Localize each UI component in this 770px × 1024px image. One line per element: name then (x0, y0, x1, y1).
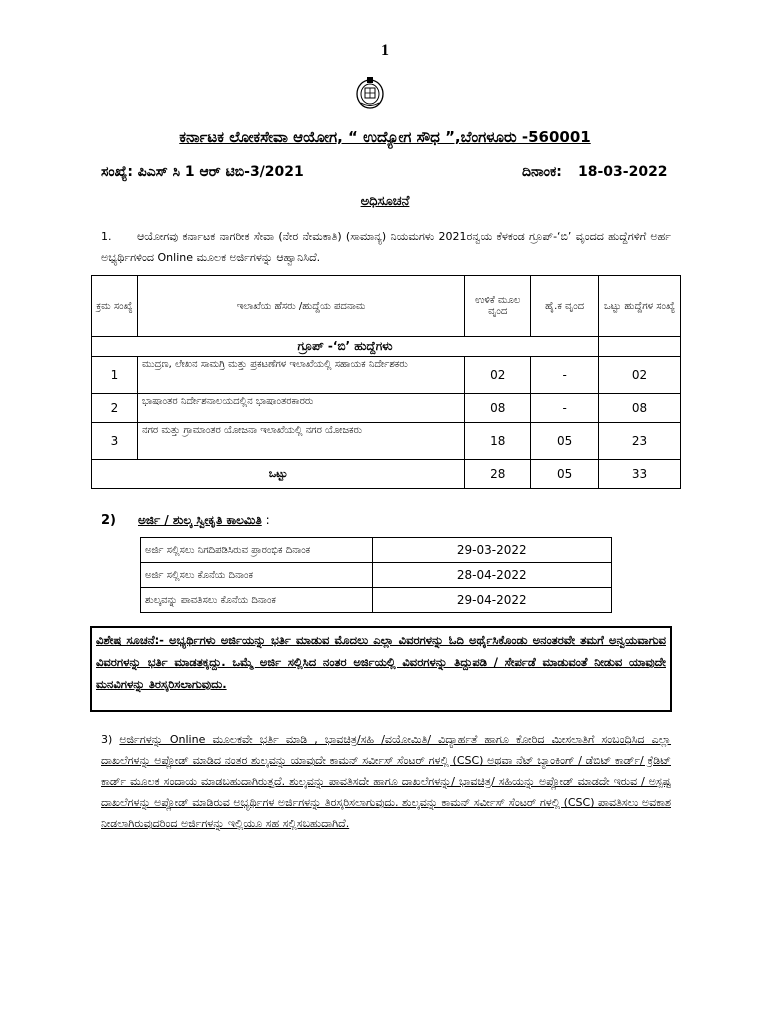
date-row-value: 28-04-2022 (372, 563, 611, 588)
paragraph-3-text: ಅರ್ಜಿಗಳನ್ನು Online ಮೂಲಕವೇ ಭರ್ತಿ ಮಾಡಿ , ಭಾವಚಿತ್ರ/ಸಹಿ /ವಯೋಮಿತಿ/ ವಿದ್ಯಾರ್ಹತೆ ಹಾಗೂ ಕೋರಿದ ಮೀಸಲಾತಿಗೆ ಸಂಬಂಧಿಸಿದ ಎಲ್ಲಾ ದಾಖಲೆಗಳನ್ನು ಅಪ್ಲೋಡ್ ಮಾಡಿದ ನಂತರ ಶುಲ್ಕವನ್ನು ಯಾವುದೇ ಕಾಮನ್ ಸರ್ವೀಸ್ ಸೆಂಟರ್ ಗಳಲ್ಲಿ (CSC) ಅಥವಾ ನೆಟ್ ಬ್ಯಾಂಕಿಂಗ್ / ಡೆಬಿಟ್ ಕಾರ್ಡ್/ ಕ್ರೆಡಿಟ್ ಕಾರ್ಡ್ ಮೂಲಕ ಸಂದಾಯ ಮಾಡಬಹುದಾಗಿರುತ್ತದೆ. ಶುಲ್ಕವನ್ನು ಪಾವತಿಸದೇ ಹಾಗೂ ದಾಖಲೆಗಳನ್ನು/ ಭಾವಚಿತ್ರ/ ಸಹಿಯನ್ನು ಅಪ್ಲೋಡ್ ಮಾಡದೇ ಇರುವ / ಅಸ್ಪಷ್ಟ ದಾಖಲೆಗಳನ್ನು ಅಪ್ಲೋಡ್ ಮಾಡಿರುವ ಅಭ್ಯರ್ಥಿಗಳ ಅರ್ಜಿಗಳನ್ನು ತಿರಸ್ಕರಿಸಲಾಗುವುದು. ಶುಲ್ಕವನ್ನು ಕಾಮನ್ ಸರ್ವೀಸ್ ಸೆಂಟರ್ ಗಳಲ್ಲಿ (CSC) ಪಾವತಿಸಲು ಅವಕಾಶ ನೀಡಲಾಗಿರುವುದರಿಂದ ಅರ್ಜಿಗಳನ್ನು ಇಲ್ಲಿಯೂ ಸಹ ಸಲ್ಲಿಸಬಹುದಾಗಿದೆ. (101, 733, 672, 830)
paragraph-1-text: ಆಯೋಗವು ಕರ್ನಾಟಕ ನಾಗರೀಕ ಸೇವಾ (ನೇರ ನೇಮಕಾತಿ) (ಸಾಮಾನ್ಯ) ನಿಯಮಗಳು 2021ರನ್ವಯ ಕೆಳಕಂಡ ಗ್ರೂಪ್-‘ಬಿ’ ವೃಂದದ ಹುದ್ದೆಗಳಿಗೆ ಅರ್ಹ ಅಭ್ಯರ್ಥಿಗಳಿಂದ Online ಮೂಲಕ ಅರ್ಜಿಗಳನ್ನು ಆಹ್ವಾನಿಸಿದೆ. (101, 230, 671, 264)
date-row (141, 563, 612, 588)
table-row (92, 423, 681, 460)
row-post-name: ಭಾಷಾಂತರ ನಿರ್ದೇಶನಾಲಯದಲ್ಲಿನ ಭಾಷಾಂತರಕಾರರು (137, 394, 464, 423)
date-row-value: 29-03-2022 (372, 538, 611, 563)
emblem-icon (355, 76, 385, 110)
row-sl: 1 (92, 357, 138, 394)
totals-rpc: 28 (465, 460, 531, 489)
header-rpc: ಉಳಿಕೆ ಮೂಲ ವೃಂದ (465, 276, 531, 337)
dates-table (140, 537, 612, 613)
date-row-value: 29-04-2022 (372, 588, 611, 613)
row-sl: 3 (92, 423, 138, 460)
row-total: 02 (599, 357, 681, 394)
row-post-name: ಮುದ್ರಣ, ಲೇಖನ ಸಾಮಗ್ರಿ ಮತ್ತು ಪ್ರಕಟಣೆಗಳ ಇಲಾಖೆಯಲ್ಲಿ ಸಹಾಯಕ ನಿರ್ದೇಶಕರು (137, 357, 464, 394)
row-post-name: ನಗರ ಮತ್ತು ಗ್ರಾಮಾಂತರ ಯೋಜನಾ ಇಲಾಖೆಯಲ್ಲಿ ನಗರ ಯೋಜಕರು (137, 423, 464, 460)
table-row (92, 357, 681, 394)
page-number: 1 (381, 42, 389, 59)
group-label: ಗ್ರೂಪ್ -‘ಬಿ’ ಹುದ್ದೆಗಳು (92, 337, 599, 357)
row-rpc: 02 (465, 357, 531, 394)
row-total: 23 (599, 423, 681, 460)
totals-row (92, 460, 681, 489)
paragraph-3-number: 3) (101, 733, 113, 746)
header-total: ಒಟ್ಟು ಹುದ್ದೆಗಳ ಸಂಖ್ಯೆ (599, 276, 681, 337)
row-rpc: 18 (465, 423, 531, 460)
header-hk: ಹೈ.ಕ ವೃಂದ (531, 276, 599, 337)
special-notice-text: ವಿಶೇಷ ಸೂಚನೆ:- ಅಭ್ಯರ್ಥಿಗಳು ಅರ್ಜಿಯನ್ನು ಭರ್ತಿ ಮಾಡುವ ಮೊದಲು ಎಲ್ಲಾ ವಿವರಗಳನ್ನು ಓದಿ ಅರ್ಥೈಸಿಕೊಂಡು ಅನಂತರವೇ ತಮಗೆ ಅನ್ವಯವಾಗುವ ವಿವರಗಳನ್ನು ಭರ್ತಿ ಮಾಡತಕ್ಕದ್ದು. ಒಮ್ಮೆ ಅರ್ಜಿ ಸಲ್ಲಿಸಿದ ನಂತರ ಅರ್ಜಿಯಲ್ಲಿ ವಿವರಗಳನ್ನು ತಿದ್ದುಪಡಿ / ಸೇರ್ಪಡೆ ಮಾಡುವಂತೆ ನೀಡುವ ಯಾವುದೇ ಮನವಿಗಳನ್ನು ತಿರಸ್ಕರಿಸಲಾಗುವುದು. (96, 633, 666, 691)
notification-title: ಅಧಿಸೂಚನೆ (360, 194, 410, 209)
row-hk: - (531, 357, 599, 394)
date-row-label: ಅರ್ಜಿ ಸಲ್ಲಿಸಲು ಕೊನೆಯ ದಿನಾಂಕ (141, 563, 373, 588)
paragraph-1-number: 1. (101, 230, 112, 243)
table-row (92, 394, 681, 423)
row-hk: 05 (531, 423, 599, 460)
date-row-label: ಶುಲ್ಕವನ್ನು ಪಾವತಿಸಲು ಕೊನೆಯ ದಿನಾಂಕ (141, 588, 373, 613)
section-2-suffix: : (265, 513, 270, 527)
special-notice-box (90, 626, 672, 712)
header-sl: ಕ್ರಮ ಸಂಖ್ಯೆ (92, 276, 138, 337)
totals-total: 33 (599, 460, 681, 489)
totals-hk: 05 (531, 460, 599, 489)
group-row (92, 337, 681, 357)
paragraph-1 (101, 226, 671, 268)
section-2-title: ಅರ್ಜಿ / ಶುಲ್ಕ ಸ್ವೀಕೃತಿ ಕಾಲಮಿತಿ (138, 513, 262, 527)
section-2-heading (101, 513, 270, 528)
group-empty-cell (599, 337, 681, 357)
header-post-name: ಇಲಾಖೆಯ ಹೆಸರು /ಹುದ್ದೆಯ ಪದನಾಮ (137, 276, 464, 337)
date-row (141, 588, 612, 613)
reference-number: ಸಂಖ್ಯೆ: ಪಿಎಸ್ ಸಿ 1 ಆರ್ ಟಿಬಿ-3/2021 (101, 164, 304, 180)
table-header-row (92, 276, 681, 337)
date-row-label: ಅರ್ಜಿ ಸಲ್ಲಿಸಲು ನಿಗದಿಪಡಿಸಿರುವ ಪ್ರಾರಂಭಿಕ ದಿನಾಂಕ (141, 538, 373, 563)
date-row (141, 538, 612, 563)
row-sl: 2 (92, 394, 138, 423)
totals-label: ಒಟ್ಟು (92, 460, 465, 489)
organization-heading: ಕರ್ನಾಟಕ ಲೋಕಸೇವಾ ಆಯೋಗ, “ ಉದ್ಯೋಗ ಸೌಧ ”,ಬೆಂಗಳೂರು -560001 (179, 128, 591, 146)
date-label: ದಿನಾಂಕ: (522, 164, 562, 180)
row-rpc: 08 (465, 394, 531, 423)
row-hk: - (531, 394, 599, 423)
row-total: 08 (599, 394, 681, 423)
section-2-number: 2) (101, 513, 116, 528)
posts-table (91, 275, 681, 489)
paragraph-3 (101, 729, 671, 834)
date-value: 18-03-2022 (578, 164, 668, 180)
